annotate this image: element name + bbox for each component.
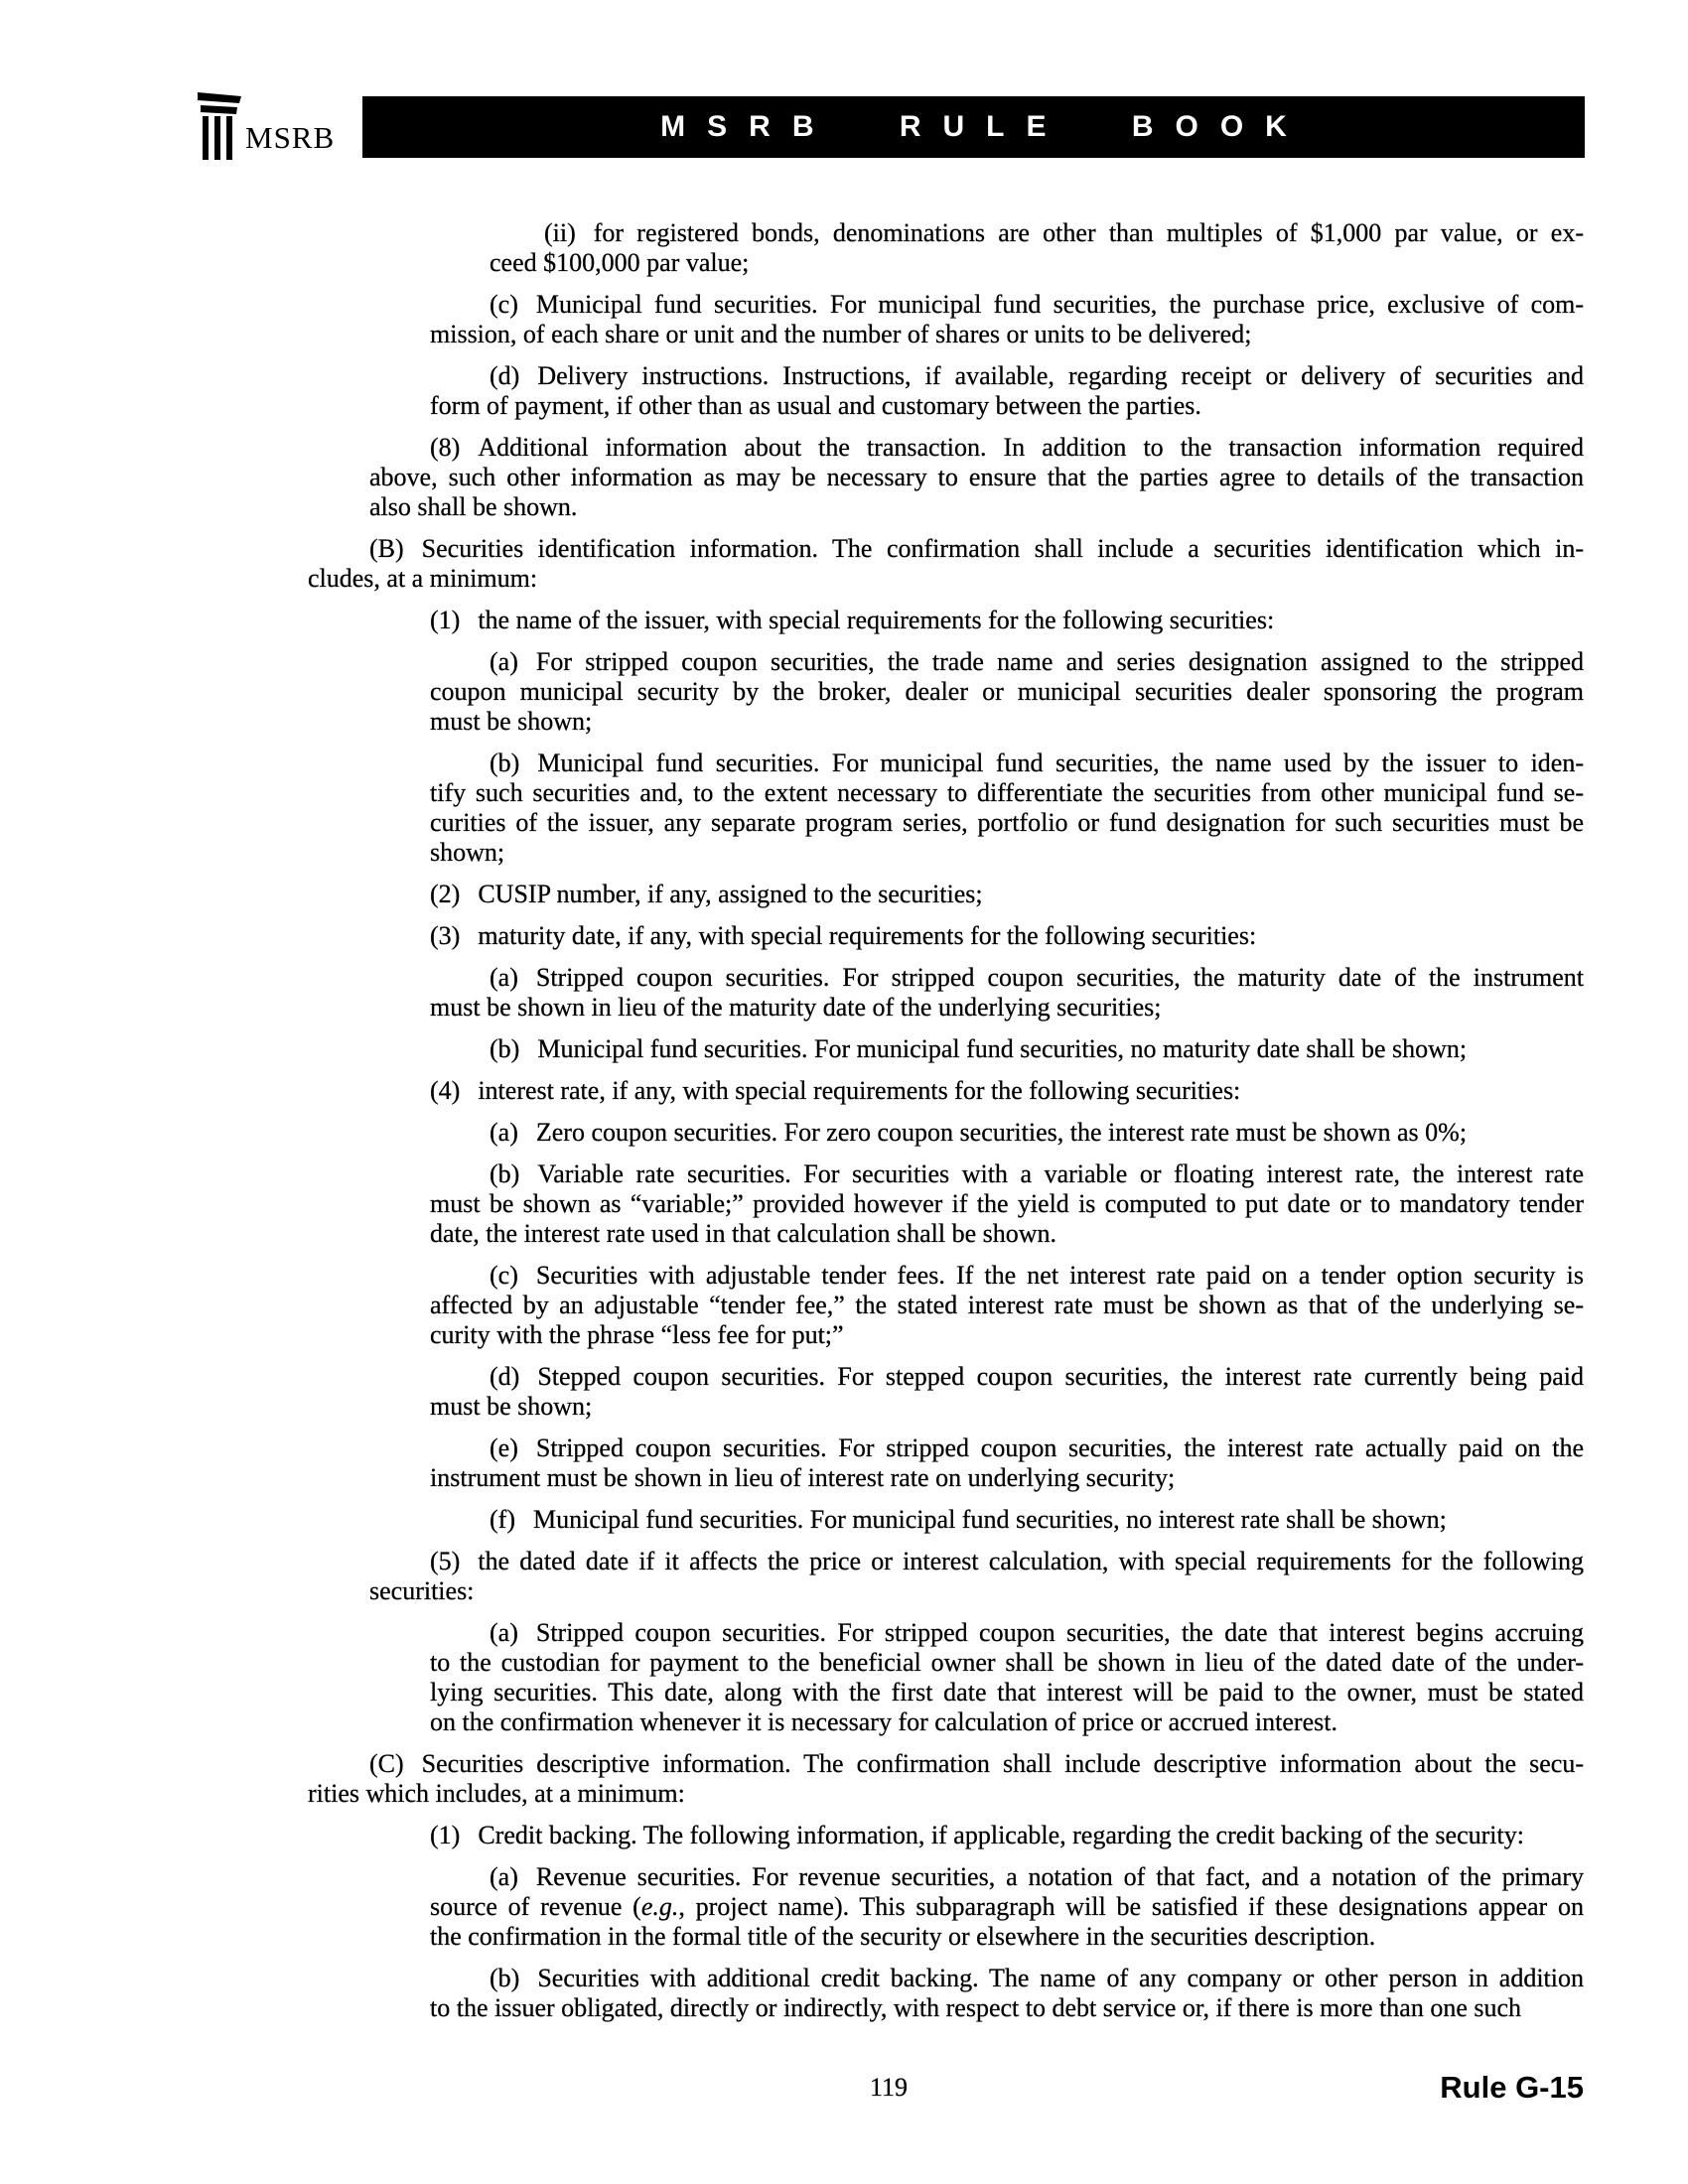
paragraph-line xyxy=(369,921,1584,951)
paragraph-line xyxy=(430,1505,1584,1535)
line-text: Zero coupon securities. For zero coupon securities, the interest rate must be shown as 0%; xyxy=(535,1118,1468,1147)
body-paragraph xyxy=(430,749,1584,868)
paragraph-marker: (a) xyxy=(490,1862,518,1891)
paragraph-line xyxy=(430,963,1584,993)
line-text: the confirmation in the formal title of the security or elsewhere in the securities description. xyxy=(430,1922,1376,1951)
paragraph-marker: (a) xyxy=(490,963,518,992)
paragraph-line xyxy=(430,1678,1584,1707)
paragraph-line xyxy=(430,677,1584,707)
paragraph-line xyxy=(369,1576,1584,1606)
line-text: for registered bonds, denominations are other than multiples of $1,000 par value, or ex- xyxy=(593,218,1584,247)
paragraph-line xyxy=(430,1618,1584,1648)
body-paragraph xyxy=(430,1261,1584,1350)
line-text: affected by an adjustable “tender fee,” the stated interest rate must be shown as that of the underlying se- xyxy=(430,1291,1584,1319)
line-text: tify such securities and, to the extent necessary to differentiate the securities from other municipal fund se- xyxy=(430,778,1584,807)
line-text: on the confirmation whenever it is necessary for calculation of price or accrued interest. xyxy=(430,1707,1337,1736)
body-paragraph xyxy=(430,290,1584,349)
line-text: to the issuer obligated, directly or indirectly, with respect to debt service or, if there is more than one such xyxy=(430,1993,1522,2022)
paragraph-line xyxy=(430,707,1584,737)
paragraph-line xyxy=(308,1749,1584,1779)
paragraph-marker: (b) xyxy=(490,1034,520,1063)
line-text: cludes, at a minimum: xyxy=(308,564,538,593)
line-text: the name of the issuer, with special requirements for the following securities: xyxy=(478,606,1275,634)
paragraph-line xyxy=(430,778,1584,808)
paragraph-line xyxy=(490,218,1584,248)
paragraph-line xyxy=(430,290,1584,320)
paragraph-line xyxy=(430,361,1584,391)
paragraph-marker: (f) xyxy=(490,1505,515,1534)
paragraph-marker: (B) xyxy=(369,534,404,563)
body-paragraph xyxy=(430,1433,1584,1493)
paragraph-line xyxy=(430,1463,1584,1493)
body-paragraph xyxy=(308,1749,1584,1809)
paragraph-line xyxy=(430,1362,1584,1392)
paragraph-line xyxy=(430,1922,1584,1952)
footer xyxy=(0,2070,1688,2113)
paragraph-line xyxy=(430,808,1584,838)
msrb-column-icon xyxy=(196,89,243,161)
paragraph-line xyxy=(430,1392,1584,1422)
line-text: Stripped coupon securities. For stripped coupon securities, the maturity date of the instrument xyxy=(535,963,1584,992)
line-text: to the custodian for payment to the beneficial owner shall be shown in lieu of the dated date of the under- xyxy=(430,1648,1584,1677)
line-text: Securities with additional credit backing. The name of any company or other person in addition xyxy=(537,1964,1584,1992)
line-text: shown; xyxy=(430,838,505,867)
paragraph-line xyxy=(430,391,1584,421)
paragraph-line xyxy=(369,463,1584,492)
paragraph-line xyxy=(430,1291,1584,1320)
paragraph-marker: (c) xyxy=(490,290,518,319)
paragraph-line xyxy=(430,749,1584,778)
line-text: Securities descriptive information. The confirmation shall include descriptive information about the secu- xyxy=(421,1749,1584,1778)
body-paragraph xyxy=(430,1362,1584,1422)
paragraph-marker: (b) xyxy=(490,1964,520,1992)
line-text: must be shown in lieu of the maturity date of the underlying securities; xyxy=(430,993,1162,1022)
line-text: Stripped coupon securities. For stripped coupon securities, the interest rate actually paid on the xyxy=(535,1433,1584,1462)
line-text: Municipal fund securities. For municipal fund securities, no interest rate shall be shown; xyxy=(532,1505,1447,1534)
body-paragraph xyxy=(430,1118,1584,1148)
line-text: For stripped coupon securities, the trade name and series designation assigned to the stripped xyxy=(535,647,1584,676)
line-text: lying securities. This date, along with the first date that interest will be paid to the owner, must be stated xyxy=(430,1678,1584,1706)
line-text: form of payment, if other than as usual and customary between the parties. xyxy=(430,391,1201,420)
paragraph-marker: (8) xyxy=(430,433,461,462)
paragraph-line xyxy=(430,1189,1584,1219)
body-paragraph xyxy=(490,218,1584,278)
line-text: Variable rate securities. For securities with a variable or floating interest rate, the interest rate xyxy=(537,1160,1584,1188)
paragraph-marker: (b) xyxy=(490,749,520,777)
body-paragraph xyxy=(308,534,1584,594)
paragraph-marker: (1) xyxy=(430,606,461,634)
line-text: CUSIP number, if any, assigned to the securities; xyxy=(478,880,983,908)
line-text: Stripped coupon securities. For stripped coupon securities, the date that interest begins accruing xyxy=(535,1618,1584,1647)
body-paragraph xyxy=(430,1618,1584,1737)
body-paragraph xyxy=(430,1160,1584,1249)
paragraph-line xyxy=(369,1821,1584,1850)
body-paragraph xyxy=(430,1862,1584,1952)
line-text: Securities identification information. The confirmation shall include a securities identification which in- xyxy=(421,534,1584,563)
line-text: coupon municipal security by the broker, dealer or municipal securities dealer sponsoring the program xyxy=(430,677,1584,706)
paragraph-line xyxy=(430,1862,1584,1892)
line-text: ceed $100,000 par value; xyxy=(490,248,750,277)
body-paragraph xyxy=(369,606,1584,635)
paragraph-marker: (a) xyxy=(490,647,518,676)
body-paragraph xyxy=(369,1821,1584,1850)
paragraph-marker: (ii) xyxy=(544,218,576,247)
paragraph-marker: (e) xyxy=(490,1433,518,1462)
header xyxy=(0,0,1688,169)
body-paragraph xyxy=(430,1505,1584,1535)
line-text: Additional information about the transaction. In addition to the transaction information required xyxy=(478,433,1584,462)
line-text: Delivery instructions. Instructions, if available, regarding receipt or delivery of securities and xyxy=(537,361,1584,390)
line-text: instrument must be shown in lieu of interest rate on underlying security; xyxy=(430,1463,1176,1492)
line-text: must be shown; xyxy=(430,707,593,736)
paragraph-marker: (c) xyxy=(490,1261,518,1290)
paragraph-marker: (3) xyxy=(430,921,461,950)
paragraph-line xyxy=(430,993,1584,1023)
line-text: Municipal fund securities. For municipal fund securities, no maturity date shall be shown; xyxy=(537,1034,1468,1063)
paragraph-marker: (d) xyxy=(490,1362,520,1391)
paragraph-line xyxy=(430,838,1584,868)
line-text: the dated date if it affects the price or interest calculation, with special requirements for the following xyxy=(478,1547,1584,1575)
paragraph-marker: (4) xyxy=(430,1076,461,1105)
body-paragraph xyxy=(369,1076,1584,1106)
line-text: curity with the phrase “less fee for put;” xyxy=(430,1320,844,1349)
body-paragraph xyxy=(430,963,1584,1023)
line-text: also shall be shown. xyxy=(369,492,578,521)
line-text: securities: xyxy=(369,1576,475,1605)
paragraph-line xyxy=(430,1261,1584,1291)
page-number: 119 xyxy=(869,2073,909,2102)
paragraph-line xyxy=(308,564,1584,594)
rule-book-banner xyxy=(362,96,1585,158)
line-text: Municipal fund securities. For municipal fund securities, the name used by the issuer to iden- xyxy=(537,749,1584,777)
rule-text-body xyxy=(0,218,1688,2035)
line-text: Stepped coupon securities. For stepped coupon securities, the interest rate currently being paid xyxy=(537,1362,1584,1391)
paragraph-line xyxy=(369,433,1584,463)
body-paragraph xyxy=(430,647,1584,737)
line-text: maturity date, if any, with special requirements for the following securities: xyxy=(478,921,1257,950)
paragraph-line xyxy=(308,1779,1584,1809)
line-text: Credit backing. The following information, if applicable, regarding the credit backing of the security: xyxy=(478,1821,1524,1849)
line-text: Municipal fund securities. For municipal fund securities, the purchase price, exclusive of com- xyxy=(535,290,1584,319)
paragraph-line xyxy=(430,1964,1584,1993)
body-paragraph xyxy=(430,1964,1584,2023)
logo-text: MSRB xyxy=(245,120,336,155)
paragraph-marker: (a) xyxy=(490,1618,518,1647)
body-paragraph xyxy=(430,361,1584,421)
body-paragraph xyxy=(430,1034,1584,1064)
line-text: Securities with adjustable tender fees. If the net interest rate paid on a tender option security is xyxy=(535,1261,1584,1290)
paragraph-line xyxy=(430,1892,1584,1922)
paragraph-line xyxy=(430,1118,1584,1148)
paragraph-line xyxy=(430,1034,1584,1064)
line-text: must be shown as “variable;” provided however if the yield is computed to put date or to mandatory tender xyxy=(430,1189,1584,1218)
line-text: date, the interest rate used in that calculation shall be shown. xyxy=(430,1219,1057,1248)
body-paragraph xyxy=(369,433,1584,522)
body-paragraph xyxy=(369,1547,1584,1606)
line-text: rities which includes, at a minimum: xyxy=(308,1779,685,1808)
paragraph-line xyxy=(369,606,1584,635)
paragraph-line xyxy=(430,1219,1584,1249)
paragraph-marker: (C) xyxy=(369,1749,404,1778)
paragraph-line xyxy=(430,1993,1584,2023)
line-text: curities of the issuer, any separate program series, portfolio or fund designation for such securities must be xyxy=(430,808,1584,837)
paragraph-line xyxy=(430,1160,1584,1189)
paragraph-line xyxy=(369,1547,1584,1576)
paragraph-line xyxy=(369,492,1584,522)
paragraph-line xyxy=(430,1648,1584,1678)
rule-label: Rule G-15 xyxy=(1440,2070,1584,2105)
paragraph-line xyxy=(369,1076,1584,1106)
paragraph-marker: (5) xyxy=(430,1547,461,1575)
line-text: mission, of each share or unit and the number of shares or units to be delivered; xyxy=(430,320,1252,348)
paragraph-line xyxy=(430,647,1584,677)
body-paragraph xyxy=(369,880,1584,909)
line-text: above, such other information as may be necessary to ensure that the parties agree to details of the transaction xyxy=(369,463,1584,491)
paragraph-line xyxy=(430,1707,1584,1737)
line-text: Revenue securities. For revenue securities, a notation of that fact, and a notation of the primary xyxy=(535,1862,1584,1891)
body-paragraph xyxy=(369,921,1584,951)
paragraph-line xyxy=(430,1433,1584,1463)
paragraph-marker: (b) xyxy=(490,1160,520,1188)
line-text: interest rate, if any, with special requirements for the following securities: xyxy=(478,1076,1241,1105)
line-text: source of revenue (e.g., project name). This subparagraph will be satisfied if these designations appear on xyxy=(430,1892,1584,1921)
paragraph-marker: (d) xyxy=(490,361,520,390)
paragraph-line xyxy=(430,1320,1584,1350)
paragraph-marker: (2) xyxy=(430,880,461,908)
paragraph-line xyxy=(369,880,1584,909)
paragraph-line xyxy=(430,320,1584,349)
paragraph-marker: (1) xyxy=(430,1821,461,1849)
banner-title: MSRB RULE BOOK xyxy=(660,110,1309,143)
paragraph-line xyxy=(490,248,1584,278)
paragraph-line xyxy=(308,534,1584,564)
paragraph-marker: (a) xyxy=(490,1118,518,1147)
line-text: must be shown; xyxy=(430,1392,593,1421)
